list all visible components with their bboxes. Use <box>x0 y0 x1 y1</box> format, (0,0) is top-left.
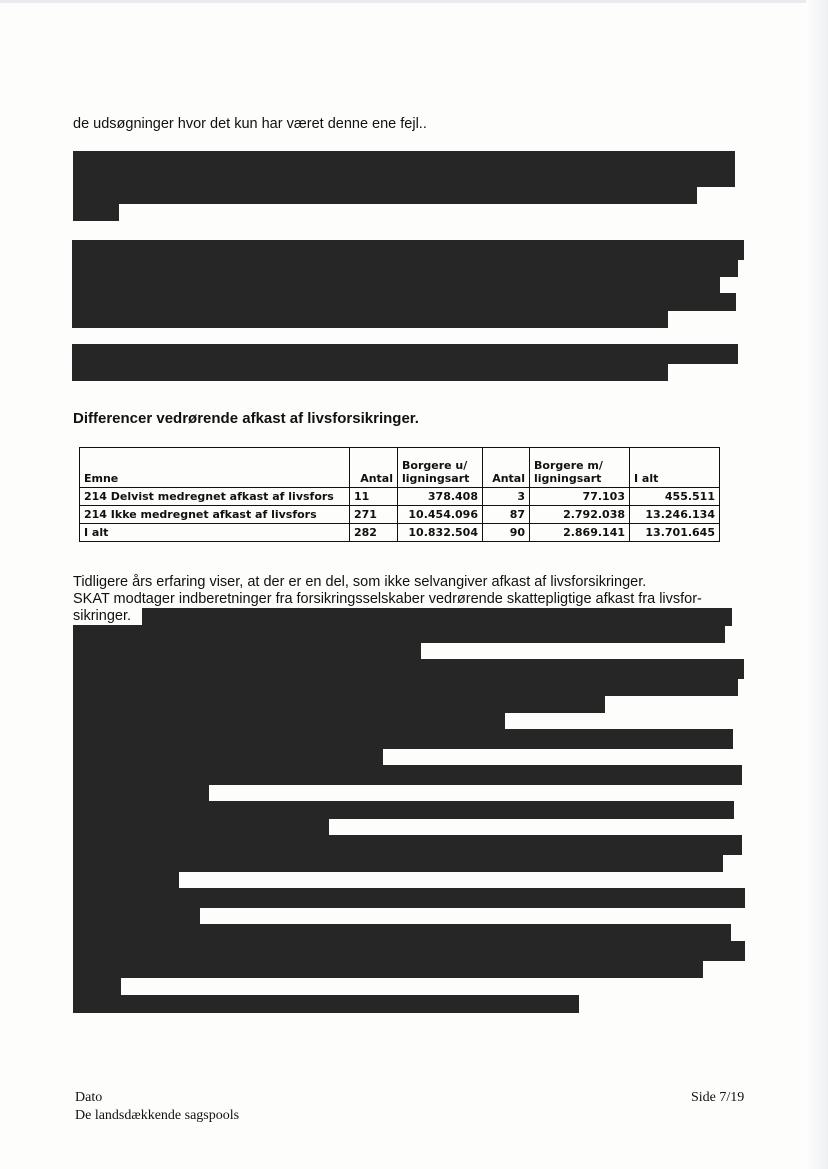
table-header-row <box>80 448 720 488</box>
intro-text: de udsøgninger hvor det kun har været denne ene fejl.. <box>73 116 427 132</box>
cell-borgere-uden: 10.454.096 <box>398 506 483 524</box>
cell-borgere-uden: 378.408 <box>398 488 483 506</box>
cell-borgere-uden: 10.832.504 <box>398 524 483 542</box>
cell-i-alt: 13.246.134 <box>630 506 720 524</box>
table-row <box>80 506 720 524</box>
cell-i-alt: 13.701.645 <box>630 524 720 542</box>
cell-antal: 90 <box>483 524 530 542</box>
cell-emne: 214 Delvist medregnet afkast af livsfors <box>80 488 350 506</box>
cell-emne: 214 Ikke medregnet afkast af livsfors <box>80 506 350 524</box>
header-borgere-uden: Borgere u/ ligningsart <box>398 448 483 488</box>
footer-organization: De landsdækkende sagspools <box>75 1108 240 1123</box>
footer-page-number: Side 7/19 <box>691 1090 745 1105</box>
paragraph-line-3: sikringer. <box>73 608 132 624</box>
cell-antal: 3 <box>483 488 530 506</box>
header-antal-2: Antal <box>483 448 530 488</box>
header-i-alt: I alt <box>630 448 720 488</box>
cell-antal: 87 <box>483 506 530 524</box>
cell-borgere-med: 2.792.038 <box>530 506 630 524</box>
cell-borgere-med: 2.869.141 <box>530 524 630 542</box>
cell-antal: 282 <box>350 524 398 542</box>
cell-borgere-med: 77.103 <box>530 488 630 506</box>
paragraph-line-2: SKAT modtager indberetninger fra forsikringsselskaber vedrørende skattepligtige afkast fra livsfor- <box>73 591 702 607</box>
scan-edge-top <box>0 0 828 3</box>
cell-i-alt: 455.511 <box>630 488 720 506</box>
cell-emne: I alt <box>80 524 350 542</box>
table-row <box>80 524 720 542</box>
cell-antal: 11 <box>350 488 398 506</box>
scan-edge-right <box>806 0 828 1169</box>
footer-date-label: Dato <box>75 1090 103 1105</box>
differences-table <box>79 447 720 542</box>
header-antal-1: Antal <box>350 448 398 488</box>
header-borgere-med: Borgere m/ ligningsart <box>530 448 630 488</box>
section-heading: Differencer vedrørende afkast af livsforsikringer. <box>73 410 419 427</box>
header-emne: Emne <box>80 448 350 488</box>
table-row <box>80 488 720 506</box>
paragraph-line-1: Tidligere års erfaring viser, at der er en del, som ikke selvangiver afkast af livsforsikringer. <box>73 574 647 590</box>
cell-antal: 271 <box>350 506 398 524</box>
